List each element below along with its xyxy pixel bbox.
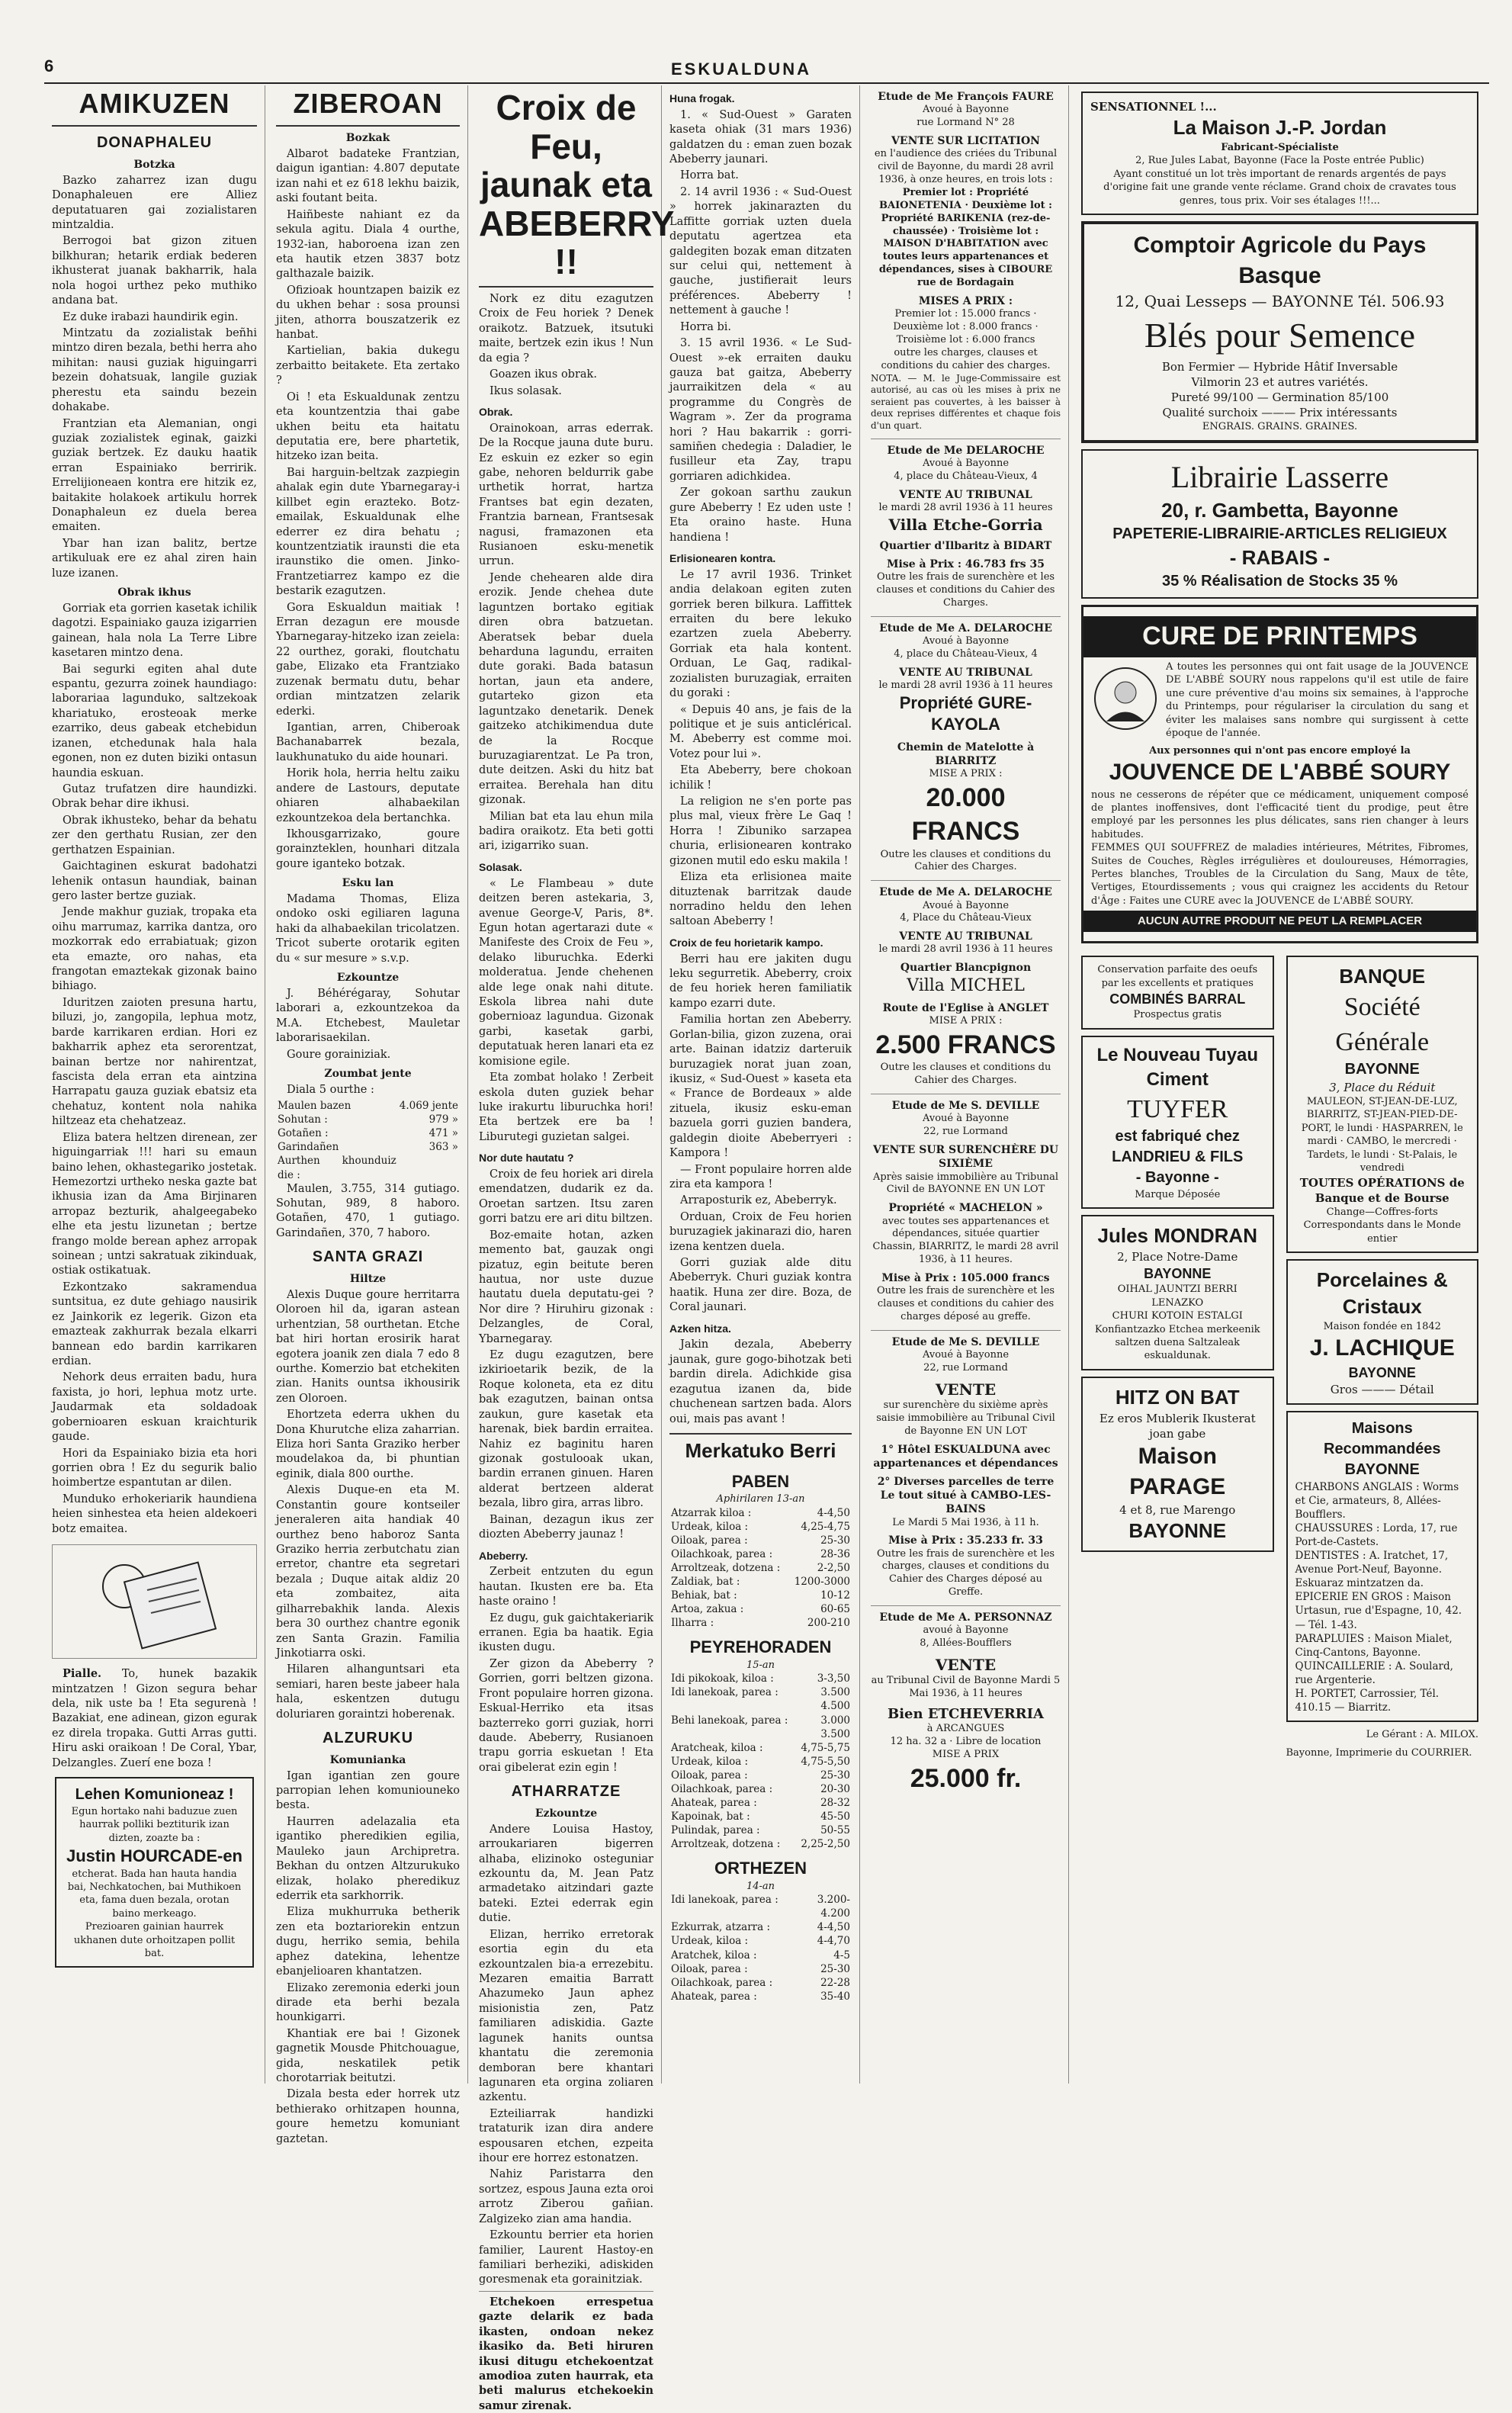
ad-jouvence-abbe-soury: CURE DE PRINTEMPS A toutes les personnes qui ont fait usage de la JOUVENCE DE L'ABBÉ SOURY nous rappelons qu'il est utile de faire une cure préventive d'au moins six semaines, à l'approche du Printemps, pour régulariser la circulation du sang et éviter les malaises sans nombre qui surgissent à cette époque de l'année. Aux personnes qui n'ont pas encore employé la JOUVENCE DE L'ABBÉ SOURY nous ne cesserons de répéter que ce médicament, uniquement composé de plantes inoffensives, dont l'efficacité tient du prodige, peut être employé par les personnes les plus délicates, sans rien changer à leurs habitudes. FEMMES QUI SOUFFREZ de maladies intérieures, Métrites, Fibromes, Suites de Couches, Règles irrégulières et douloureuses, Hémorragies, Pertes blanches, Troubles de la Circulation du Sang, Maux de tête, Vertiges, Etourdissements ; vous qui craignez les accidents du Retour d'Âge : Faites une CURE avec la JOUVENCE de L'ABBÉ SOURY. AUCUN AUTRE PRODUIT NE PEUT LA REMPLACER: [1081, 605, 1478, 943]
list-item: DENTISTES : A. Iratchet, 17, Avenue Port-Neuf, Bayonne. Eskuaraz mintzatzen da.: [1295, 1550, 1449, 1590]
article-subtitle: Bozkak: [345, 132, 390, 145]
paragraph: Gorriak eta gorrien kasetak ichilik dagotzi. Espainiako gauza izigarrien gainean, hala nola La Terre Libre kasetaren mintzo dena.: [52, 602, 257, 660]
paragraph: Andere Louisa Hastoy, arroukariaren bigerren alhaba, elizinoko osteguniar ezkountu da, M. Jean Patz armadetako aitzindari gazte bateki. Eztei ederrak egin dutie.: [479, 1823, 653, 1925]
legal-notice: Etude de Me A. DELAROCHE Avoué à Bayonne 4, Place du Château-Vieux VENTE AU TRIBUNAL le mardi 28 avril 1936 à 11 heures Quartier Blancpignon Villa MICHEL Route de l'Eglise à ANGLET MISE A PRIX : 2.500 FRANCS Outre les clauses et conditions du Cahier des Charges.: [871, 885, 1061, 1094]
legal-notice: Etude de Me A. DELAROCHE Avoué à Bayonne 4, place du Château-Vieux, 4 VENTE AU TRIBUNAL le mardi 28 avril 1936 à 11 heures Propriété GURE-KAYOLA Chemin de Matelotte à BIARRITZ MISE A PRIX : 20.000 FRANCS Outre les clauses et conditions du Cahier des Charges.: [871, 622, 1061, 882]
paragraph: 2. 14 avril 1936 : « Sud-Ouest » horrek jakinarazten du Laffitte gorriak uzten duela deputatu agertzea eta galdegiten bozak eman ditzaten sur celui qui, nettement à gauche, justifierait leurs préférences. Abeberry ! nettement à gauche !: [669, 185, 852, 317]
paragraph: Boz-emaite hotan, azken memento bat, gauzak ongi pizatuz, egin beitute beren hautua, nor uste duzue hautatu duela deputatu-gei ? Nor dire ? Hiruhiru gizonak : Delzangles, de Coral, Ybarnegaray.: [479, 1229, 653, 1345]
market-town: ORTHEZEN: [714, 1859, 807, 1878]
ad-societe-generale: BANQUE Société Générale BAYONNE 3, Place du Réduit MAULEON, ST-JEAN-DE-LUZ, BIARRITZ, ST-JEAN-PIED-DE-PORT, le lundi · HASPARREN, le mardi · CAMBO, le mercredi · Tardets, le lundi · St-Palais, le vendredi TOUTES OPÉRATIONS de Banque et de Bourse Change—Coffres-forts Correspondants dans le Monde entier: [1286, 956, 1479, 1253]
paragraph: Jende makhur guziak, tropaka eta oihu marrumaz, karrika dantza, oro mozkorrak edo errabiatuak; gizon eta emazte, oro nahas, eta frangotan emaztekak gizonak baino bihiago.: [52, 906, 257, 993]
cartoon-illustration: [52, 1544, 257, 1659]
paragraph: Bainan, dezagun ikus zer diozten Abeberry jaunaz !: [479, 1513, 653, 1541]
column-amikuzen: [44, 85, 265, 2084]
table-row: Aratchek, kiloa : 4-5: [671, 1949, 850, 1962]
article-subtitle: Solasak.: [479, 860, 522, 873]
section-title: AMIKUZEN: [52, 85, 257, 127]
ad-text: Prezioaren gainian haurrek ukhanen dute orhoitzapen pollit bat.: [73, 1921, 236, 1959]
ad-comptoir-agricole: Comptoir Agricole du Pays Basque 12, Quai Lesseps — BAYONNE Tél. 506.93 Blés pour Semence Bon Fermier — Hybride Hâtif Inversable Vilmorin 23 et autres variétés. Pureté 99/100 — Germination 85/100 Qualité surchoix ——— Prix intéressants ENGRAIS. GRAINS. GRAINES.: [1081, 221, 1478, 443]
article-subtitle: Abeberry.: [479, 1549, 528, 1562]
ad-combines-barral: Conservation parfaite des oeufs par les excellents et pratiques COMBINÉS BARRAL Prospectus gratis: [1081, 956, 1274, 1029]
article-subtitle: Croix de feu horietarik kampo.: [669, 936, 823, 949]
paragraph: Eliza batera heltzen direnean, zer higuingarriak !!! hari su emaun baino lehen, okhastegariko jostetak. Hemezortzi urtheko neska gazte bat ikhusia izan da Ama Birjinaren arropaz bezturik, ahalgeegabeko elhe eta jestu lizunetan ; bertze frango molde berean aphez arropak soinean ; untzi sakratuak zikinduak, ostiak ostikatuak.: [52, 1131, 257, 1277]
paragraph: Haurren adelazalia eta igantiko pheredikien egilia, Mauleko jaun Archipretra. Bekhan du ontzen Altzurukuko elizak, holako pheredikuz ederrik eta sarkhorrik.: [276, 1815, 460, 1902]
market-town: PABEN: [731, 1471, 790, 1491]
paragraph: Diala 5 ourthe :: [287, 1083, 374, 1096]
paragraph: Zer gokoan sarthu zaukun gure Abeberry ! Ez uden uste ! Eta oraino haste. Huna handiena !: [669, 487, 852, 544]
section-title: ZIBEROAN: [276, 85, 460, 127]
market-town: PEYREHORADEN: [689, 1637, 832, 1657]
paragraph: Ofizioak hountzapen baizik ez du ukhen behar : sosa prounsi jiten, athorra bouszatzerik ez hanbat.: [276, 284, 460, 342]
gerant-signature: Le Gérant : A. MILOX.: [1366, 1729, 1478, 1741]
paragraph: Kartielian, bakia dukegu zerbaitto beitakete. Eta zertako ?: [276, 345, 460, 387]
printer-credit: Bayonne, Imprimerie du COURRIER.: [1286, 1746, 1472, 1759]
column-legal-notices: [863, 85, 1069, 2084]
paragraph: Zerbeit entzuten du egun hautan. Ikusten ere ba. Eta haste oraino !: [479, 1566, 653, 1608]
paragraph: Ehortzeta ederra ukhen du Dona Khurutche eliza zaharrian. Eliza hori Santa Graziko herber moudelakoa da, bi phuntian eginik, diala 800 ourthe.: [276, 1409, 460, 1480]
page-number: 6: [44, 56, 54, 76]
paragraph: Gutaz trufatzen dire haundizki. Obrak behar dire ikhusi.: [52, 782, 257, 811]
ad-text: etcherat. Bada han hauta handia bai, Nechkatochen, bai Muthikoen eta, fama duen bezala, orotan baino merkeago.: [67, 1868, 242, 1920]
table-row: Aratcheak, kiloa : 4,75-5,75: [671, 1741, 850, 1754]
newspaper-reader-icon: [79, 1548, 231, 1655]
paragraph: La religion ne s'en porte pas plus mal, vieux frère Le Gaq ! Horra ! Zibuniko sarzapea churia, erlisionearen kontrako gizonen mutil edo esku makila !: [669, 795, 852, 867]
paragraph: Alexis Duque-en eta M. Constantin goure kontseiler jeneraleren aita handiak 40 ourthez beno haboroz Santa Graziko herria zerbutchatu zian erretor, chantre eta segretari bezala ; Duque aitak aldiz 20 eta zombaitez, aita gilharrebakhik landa. Alexis bera 30 ourthez chantre egonik zen Santa Grazin. Familia Jinkotiarra oski.: [276, 1484, 460, 1660]
table-row: Arroltzeak, dotzena : 2,25-2,50: [671, 1838, 850, 1851]
table-row: Idi pikokoak, kiloa : 3-3,50: [671, 1672, 850, 1685]
paragraph: Igan igantian zen goure parropian lehen komuniouneko besta.: [276, 1769, 460, 1812]
paragraph: Gaichtaginen eskurat badohatzi lehenik ontasun haundiak, bainan gero laster bertze guziak.: [52, 860, 257, 902]
table-row: Oiloak, parea : 25-30: [671, 1534, 850, 1547]
paragraph: Ikus solasak.: [490, 384, 562, 397]
newspaper-name: ESKUALDUNA: [671, 59, 811, 79]
table-row: Aurthen khounduiz die :: [278, 1155, 396, 1181]
paragraph: Elizan, herriko erretorak esortia egin du eta ezkountzalen bia-a errezebitu. Mezaren emaitia Barratt Ahazumeko Jaun aphez misionistia zen, Patz familiaren adiskidia. Gazte lagunek hanits ountsa khantatu die zeremonia demboran bere khantari lagunaren eta orgina zoliaren azkentu.: [479, 1928, 653, 2104]
article-subtitle: Ezkountze: [336, 972, 400, 985]
list-item: QUINCAILLERIE : A. Soulard, rue Argenterie.: [1295, 1660, 1453, 1686]
ad-hitz-on-bat: HITZ ON BAT Ez eros Mublerik Ikusterat joan gabe Maison PARAGE 4 et 8, rue Marengo BAYONNE: [1081, 1377, 1274, 1552]
legal-notice: Etude de Me S. DEVILLE Avoué à Bayonne 22, rue Lormand VENTE SUR SURENCHÈRE DU SIXIÈME Après saisie immobilière au Tribunal Civil de BAYONNE EN UN LOT Propriété « MACHELON » avec toutes ses appartenances et dépendances, située quartier Chassin, BIARRITZ, le mardi 28 avril 1936, à 11 heures. Mise à Prix : 105.000 francs Outre les frais de surenchère et les clauses et conditions du cahier des charges déposé au greffe.: [871, 1099, 1061, 1331]
paragraph: Orainokoan, arras ederrak. De la Rocque jauna dute buru. Ez eskuin ez ezker so egin gabe, nehoren beldurrik gabe urthetik horrat, hartza Frantses bat egin dezaten, Frantzia barnean, Frantsesak nagusi, framazonen eta Rusianoen esku-menetik urrun.: [479, 422, 653, 568]
masthead: [0, 52, 1512, 82]
market-date: 14-an: [746, 1880, 775, 1892]
table-row: Oilachkoak, parea : 20-30: [671, 1782, 850, 1795]
table-row: Pulindak, parea : 50-55: [671, 1824, 850, 1837]
paragraph: Bazko zaharrez izan dugu Donaphaleuen ere Alliez deputatuaren gai zozialistaren mintzaldia.: [52, 174, 257, 232]
paragraph: Jakin dezala, Abeberry jaunak, gure gogo-bihotzak beti bardin direla. Adichkide gisa ezagutua izanen da, bide chuchenean sartzen bada. Alors oui, mais pas avant !: [669, 1338, 852, 1425]
paragraph: Orduan, Croix de Feu horien buruzagiek jakinarazi dio, haren izena kentzen duela.: [669, 1210, 852, 1253]
article-subtitle: Obrak ikhus: [117, 586, 191, 599]
article-subtitle: Hiltze: [349, 1273, 387, 1286]
paragraph: Ezkountu berrier eta horien familier, Laurent Hastoy-en familiari berheziki, adiskiden goresmenak eta gorainitziak.: [479, 2229, 653, 2286]
paragraph: Ez dugu ezagutzen, bere izkirioetarik bezik, de la Roque koloneta, eta ez ditu bak ezagutzen, bainan ontsa zaukun, gure kasetak eta harenak, biek bardin erraitea. Nahiz ez baginitu haren gizonak gostulooak ukan, bardin erranen ginuen. Haren alderat bertzeen alderat bezala, libro gira, arras libro.: [479, 1349, 653, 1510]
list-item: H. PORTET, Carrossier, Tél. 410.15 — Biarritz.: [1295, 1687, 1440, 1714]
article-subtitle: Esku lan: [342, 877, 394, 890]
legal-notice: Etude de Me DELAROCHE Avoué à Bayonne 4, place du Château-Vieux, 4 VENTE AU TRIBUNAL le mardi 28 avril 1936 à 11 heures Villa Etche-Gorria Quartier d'Ilbaritz à BIDART Mise à Prix : 46.783 frs 35 Outre les frais de surenchère et les clauses et conditions du Cahier des Charges.: [871, 444, 1061, 617]
article-subtitle: Botzka: [133, 159, 175, 172]
paragraph: Dizala besta eder horrek utz bethierako orhitzapen hounna, goure hemetzu komuniant gaztetan.: [276, 2088, 460, 2145]
paragraph: Goazen ikus obrak.: [490, 368, 597, 381]
paragraph: Horik hola, herria heltu zaiku andere de Lastours, deputate ohiaren alhabaekilan ezkountzekoa dela bertanchka.: [276, 767, 460, 824]
paragraph: Iduritzen zaioten presuna hartu, biluzi, jo, zangopila, lephua motz, barde karrikaren erdian. Hori ez bakharrik aphez eta serorentzat, bainan bertze nor nahirentzat, fascista dela erran eta aintzina Harrapatu gauza guziak ebatsiz eta chehatuz, kontent nola nahika hiltzeaz eta chehatzeaz.: [52, 996, 257, 1128]
paragraph: Albarot badateke Frantzian, daigun igantian: 4.807 deputate izan nahi et ez 618 lekhu baizik, aski foutant beita.: [276, 147, 460, 205]
table-row: Maulen bazen 4.069 jente: [278, 1100, 458, 1113]
table-row: Oiloak, parea : 25-30: [671, 1769, 850, 1782]
ad-lachique: Porcelaines & Cristaux Maison fondée en 1842 J. LACHIQUE BAYONNE Gros ——— Détail: [1286, 1259, 1479, 1405]
paragraph: Eta Abeberry, bere chokoan ichilik !: [669, 764, 852, 792]
paragraph: « Le Flambeau » dute deitzen beren astekaria, 3, avenue George-V, Paris, 8*. Egun hotan agertarazi dute « Manifeste des Croix de Feu », delako liburuchka. Ederki molderatua. Jende chehenen alde lege onak nahi ditute. Eskola librea nahi dute gobernioaz lagundua. Gizonak garbi, kasetak garbi, deputatuak heren lanari eta ez komisione egile.: [479, 877, 653, 1068]
article-subtitle: Obrak.: [479, 405, 513, 418]
paragraph: Frantzian eta Alemanian, ongi guziak zozialistek eginak, gaizki guziak bertzek. Ez dauku haatik erran Espainiako berririk. Errelijioneaen kontra ere hitzik ez, baitakite holakoek artikulu horrek Donaphaleun ez duela berea emaiten.: [52, 417, 257, 534]
paragraph: Eliza eta erlisionea maite dituztenak barritzak daude norradino heldu den lehen saltoan Abeberry !: [669, 871, 852, 928]
paragraph: Horra bat.: [680, 169, 739, 182]
ad-librairie-lasserre: Librairie Lasserre 20, r. Gambetta, Bayonne PAPETERIE-LIBRAIRIE-ARTICLES RELIGIEUX - RABAIS - 35 % Réalisation de Stocks 35 %: [1081, 449, 1478, 599]
paragraph: 1. « Sud-Ouest » Garaten kaseta ohiak (31 mars 1936) galdatzen du : eman zuen bozak Abeberry jaunari.: [669, 108, 852, 166]
ad-tuyfer: Le Nouveau Tuyau Ciment TUYFER est fabriqué chez LANDRIEU & FILS - Bayonne - Marque Déposée: [1081, 1036, 1274, 1210]
ad-title: Lehen Komunioneaz !: [75, 1786, 234, 1804]
table-row: Idi lanekoak, parea : 3.200-: [671, 1894, 850, 1907]
column-advertisements: [1071, 85, 1489, 2084]
article-subtitle: Zoumbat jente: [324, 1067, 412, 1080]
paragraph: Gora Eskualdun maitiak ! Erran dezagun ere mousde Ybarnegaray-hitzeko izan zeiela: 22 ourthez, goraki, floutchatu gabe, Elizako eta Frantziako zuzenak bermatu dutu, behar ordian mintzatzen zelarik ederki.: [276, 601, 460, 718]
paragraph: Goure gorainiziak.: [287, 1048, 391, 1061]
market-date: Aphirilaren 13-an: [716, 1493, 805, 1505]
table-row: Urdeak, kiloa : 4,25-4,75: [671, 1520, 850, 1533]
article-title: ALZURUKU: [322, 1730, 414, 1747]
paragraph: Khantiak ere bai ! Gizonek gagnetik Mousde Phitchouague, gida, neskatilek petik chorotarriak beitutzi.: [276, 2027, 460, 2085]
paragraph: Horra bi.: [680, 320, 732, 333]
market-table: [669, 1672, 852, 1851]
paragraph: « Depuis 40 ans, je fais de la politique et je suis anticlérical. M. Abeberry est comme moi. Votez pour lui ».: [669, 703, 852, 760]
abbe-portrait-icon: [1091, 660, 1160, 744]
article-title: DONAPHALEU: [96, 134, 213, 152]
paragraph: Ezteiliarrak handizki trataturik izan dira andere espousaren etchen, ezpeita ihour ere horrez estonatzen.: [479, 2107, 653, 2165]
legal-notice: Etude de Me François FAURE Avoué à Bayonne rue Lormand N° 28 VENTE SUR LICITATION en l'audience des criées du Tribunal civil de Bayonne, du mardi 28 avril 1936, à onze heures, en trois lots : Premier lot : Propriété BAIONETENIA · Deuxième lot : Propriété BARIKENIA (rez-de-chaussée) · Troisième lot : MAISON D'HABITATION avec toutes leurs appartenances et dépendances, sises à CIBOURE rue de Bordagain MISES A PRIX : Premier lot : 15.000 francs · Deuxième lot : 8.000 francs · Troisième lot : 6.000 francs outre les charges, clauses et conditions du cahier des charges. NOTA. — M. le Juge-Commissaire est autorisé, au cas où les mises à prix ne seraient pas couvertes, à les baisser à deux reprises différentes et chaque fois d'un quart.: [871, 90, 1061, 439]
table-row: Behiak, bat : 10-12: [671, 1589, 850, 1602]
ad-name: Justin HOURCADE-en: [66, 1846, 242, 1866]
paragraph: Munduko erhokeriarik haundiena heien sinhestea eta heien aldekoeri botz emaitea.: [52, 1492, 257, 1535]
table-row: Kapoinak, bat : 45-50: [671, 1811, 850, 1823]
table-row: Oilachkoak, parea : 28-36: [671, 1547, 850, 1560]
paragraph: Berri hau ere jakiten dugu leku segurretik. Abeberry, croix de feu horiek heren familiatik kampo ezarri dute.: [669, 953, 852, 1010]
table-row: Urdeak, kiloa : 4,75-5,50: [671, 1755, 850, 1768]
article-subtitle: Komunianka: [329, 1753, 406, 1766]
paragraph: Bai harguin-beltzak zazpiegin ahalak egin dute Ybarnegaray-i killbet egin erazteko. Botz-emailak, Eskualdunak elhe ederrer ez dira behatu ; kountzentziatik iraunsti die eta iraunstiko die omen. Jinko-Frantzetiarrez kampo ez die bestarik ezagutzen.: [276, 466, 460, 598]
paragraph: Nahiz Paristarra den sortzez, espous Jauna ezta oroi arrotz Ziberou gañian. Zalgizeko zian ama handia.: [479, 2168, 653, 2225]
column-proofs-and-market: [662, 85, 860, 2084]
article-subtitle: Ezkountze: [534, 1807, 598, 1820]
table-row: Sohutan : 979 »: [278, 1113, 458, 1126]
paragraph: Oi ! eta Eskualdunak zentzu eta kountzentzia thai gabe ukhen beitu eta haitatu deputatia ere, bere phartetik, hitzeko izan beita.: [276, 390, 460, 463]
ad-row: [1078, 949, 1482, 1764]
ad-text: Egun hortako nahi baduzue zuen haurrak polliki beztiturik izan dizten, zoazte ba :: [71, 1805, 238, 1844]
article-title: SANTA GRAZI: [312, 1248, 424, 1266]
paragraph: Alexis Duque goure herritarra Oloroen hil da, igaran astean urhentzian, 58 ourthetan. Etche bat hiri hortan erosirik harat egotera joanik zen diala 7 edo 8 ourthe. Komerzio bat etchekiten zian. Hanits ountsa ikhousirik zen Oloroen.: [276, 1288, 460, 1405]
paragraph: Ybar han izan balitz, bertze artikuluak ere ez ahal ziren hain luze izanen.: [52, 537, 257, 580]
headline: Croix de Feu, jaunak eta ABEBERRY !!: [479, 85, 653, 288]
article-subtitle: Nor dute hautatu ?: [479, 1152, 574, 1165]
table-row: Oilachkoak, parea : 22-28: [671, 1976, 850, 1989]
table-row: Idi lanekoak, parea : 3.500: [671, 1686, 850, 1699]
masthead-rule: [44, 82, 1489, 84]
ad-hourcade: [55, 1777, 254, 1968]
table-row: Garindañen 363 »: [278, 1141, 458, 1154]
article-subtitle: Erlisionearen kontra.: [669, 551, 776, 564]
table-row: Behi lanekoak, parea : 3.000: [671, 1714, 850, 1727]
paragraph: Jende chehearen alde dira erozik. Jende chehea dute laguntzen bortako egitiak diren obra batzuetan. Aberatsek bebar duela beharduna lagundu, erraiten dute goraki. Bada batasun hortan, jaun eta andere, gutarteko gizon eta laguntzako denetarik. Denek gaitzeko atchikimendua dute de la Rocque buruzagiarentzat. Le Pa tron, dute deitzen. Aski du hitz bat erraitea. Berehala han ditu gizonak.: [479, 571, 653, 807]
paragraph: Haiñbeste nahiant ez da sekula agitu. Diala 4 ourthe, 1932-ian, haboroena izan zen eta hautik etzen 3837 botz galthazale baizik.: [276, 208, 460, 281]
paragraph: Nehork deus erraiten badu, hura faxista, jo hori, lephua motz urte. Jaudarmak eta soldadoak gobernioaren eskuan kraichturik gaude.: [52, 1371, 257, 1444]
paragraph: Ikhousgarrizako, goure gorainzteklen, hounhari ditzala goure iganteko botzak.: [276, 827, 460, 870]
paragraph: Milian bat eta lau ehun mila badira oraikotz. Eta beti gotti ari, izigarriko suan.: [479, 810, 653, 853]
paragraph: Etchekoen errespetua gazte delarik ez bada ikasten, ondoan nekez ikasiko da. Beti hiruren ikusi ditugu etchekoentzat amodioa zuten haurrak, eta beti malurus etchekoekin samur zirenak.: [479, 2291, 653, 2413]
table-row: Oiloak, parea : 25-30: [671, 1962, 850, 1975]
market-date: 15-an: [746, 1659, 775, 1671]
article-title: ATHARRATZE: [511, 1783, 621, 1801]
paragraph: 3. 15 avril 1936. « Le Sud-Ouest »-ek erraiten dauku gauza bat gaitza, Abeberry jaurraikitzen dela « au programme du Congrès de Wagram ». Zer da programa hori ? Hau bakarrik : gorri-samiñen chedegia : Daladier, le fusilleur eta Zay, trapu gorriaren adichkidea.: [669, 337, 852, 483]
list-item: CHARBONS ANGLAIS : Worms et Cie, armateurs, 8, Allées-Boufflers.: [1295, 1480, 1459, 1521]
paragraph: Eta zombat holako ! Zerbeit eskola duten guziek behar luke irakurtu liburuchka hori! Eta bertzek ere ba ! Liburutegi guzietan salgei.: [479, 1072, 653, 1143]
table-row: Atzarrak kiloa : 4-4,50: [671, 1506, 850, 1519]
table-row: Gotañen : 471 »: [278, 1127, 458, 1140]
paragraph: Gorri guziak alde ditu Abeberryk. Churi guziak kontra haatik. Huna zer dire. Boza, de Coral jaunari.: [669, 1257, 852, 1314]
paragraph: Familia hortan zen Abeberry. Gorlan-bilia, gizon zuzena, orai arte. Bainan idatziz darteruik buruzagiek norat juan zoan, ikusiz, « Sud-Ouest » kaseta eta « France de Bordeaux » alde zituela, ikusiz esku-eman bazuela gorri guzien bandera, galdegin dioite Abeberryeri : Kampora !: [669, 1014, 852, 1160]
paragraph: Le 17 avril 1936. Trinket andia delakoan egiten zuten gorriek beren bilkura. Laffittek erraiten du bere lekuko ezartzen zuela Abeberry. Gorriak eta hala kontent. Orduan, Le Gaq, radikal-zozialisten buruzagiak, erraiten du goraki :: [669, 568, 852, 700]
paragraph: Maulen, 3.755, 314 gutiago. Sohutan, 989, 8 haboro. Gotañen, 470, 1 gutiago. Garindañen, 370, 7 haboro.: [276, 1182, 460, 1239]
table-row: Urdeak, kiloa : 4-4,70: [671, 1935, 850, 1948]
paragraph: Berrogoi bat gizon zituen bilkhuran; hetarik erdiak bederen ikhusterat juanak bakharrik, hala nola hogoi urthez peko muthiko andana bat.: [52, 235, 257, 307]
paragraph: — Front populaire horren alde zira eta kampora !: [669, 1163, 852, 1190]
paragraph: Eliza mukhurruka betherik zen eta boztariorekin entzun dugu, herriko semia, behila aphez datekina, lehentze ebanjelioaren khantatzen.: [276, 1906, 460, 1978]
paragraph: Croix de feu horiek ari direla emendatzen, dudarik ez da. Oroetan sartzen. Itsu zaren gorri batzu ere ari ditu biltzen.: [479, 1168, 653, 1226]
ad-jordan: SENSATIONNEL !... La Maison J.-P. Jordan Fabricant-Spécialiste 2, Rue Jules Labat, Bayonne (Face la Poste entrée Public) Ayant constitué un lot très important de renards argentés de pays d'origine fait une grande vente réclame. Grand choix de cravates tous genres, tous prix. Voir ses étalages !!!...: [1081, 92, 1478, 215]
legal-notice: Etude de Me S. DEVILLE Avoué à Bayonne 22, rue Lormand VENTE sur surenchère du sixième après saisie immobilière au Tribunal Civil de Bayonne EN UN LOT 1° Hôtel ESKUALDUNA avec appartenances et dépendances 2° Diverses parcelles de terre Le tout situé à CAMBO-LES-BAINS Le Mardi 5 Mai 1936, à 11 h. Mise à Prix : 35.233 fr. 33 Outre les frais de surenchère et les charges, clauses et conditions du Cahier des Charges déposé au Greffe.: [871, 1335, 1061, 1606]
article-subtitle: Azken hitza.: [669, 1322, 731, 1335]
table-row: 3.500: [820, 1727, 850, 1740]
list-item: CHAUSSURES : Lorda, 17, rue Port-de-Castets.: [1295, 1522, 1458, 1549]
paragraph: Bai segurki egiten ahal dute espantu, gezurra zoinek haundiago: laborariaa lagunduko, saltzekoak khariatuko, erosteoak merke ezarriko, deus gabeak etchebidun izanen, etchedunak hala hala egonen, non ez duten biziki ontasun haundia eskuan.: [52, 663, 257, 779]
paragraph: Ezkontzako sakramendua suntsitua, ez dute gehiago nausirik ez Jainkorik ez legerik. Gizon eta emazteak zakhurrak bezala elkarri bannean edo bardin karrikaren erdian.: [52, 1280, 257, 1368]
paragraph: Ez dugu, guk gaichtakeriarik erranen. Egia ba haatik. Egia ikusten dugu.: [479, 1611, 653, 1654]
paragraph: Igantian, arren, Chiberoak Bachanabarrek bezala, laukhunatuko du aide hounari.: [276, 721, 460, 763]
ad-mondran: Jules MONDRAN 2, Place Notre-Dame BAYONNE OIHAL JAUNTZI BERRI LENAZKO CHURI KOTOIN ESTALGI Konfiantzazko Etchea merkeenik saltzen duena Saltzaleak eskualdunak.: [1081, 1215, 1274, 1370]
paragraph: Hori da Espainiako bizia eta hori gorrien obra ! Ez du segurik balio hoimbertze espantutan ar dilen.: [52, 1447, 257, 1489]
table-row: Arroltzeak, dotzena : 2-2,50: [671, 1562, 850, 1575]
column-croix-de-feu: [471, 85, 675, 2412]
table-row: Ahateak, parea : 35-40: [671, 1990, 850, 2003]
table-row: 4.200: [820, 1907, 850, 1920]
paragraph: J. Béhérégaray, Sohutar laborari a, ezkountzekoa da M.A. Etchebest, Mauletar laborarisaekilan.: [276, 987, 460, 1045]
list-item: PARAPLUIES : Maison Mialet, Cinq-Cantons, Bayonne.: [1295, 1632, 1453, 1659]
market-title: Merkatuko Berri: [669, 1433, 852, 1464]
ad-maisons-recommandees: Maisons Recommandées BAYONNE CHARBONS ANGLAIS : Worms et Cie, armateurs, 8, Allées-Boufflers. CHAUSSURES : Lorda, 17, rue Port-de-Castets. DENTISTES : A. Iratchet, 17, Avenue Port-Neuf, Bayonne. Eskuaraz mintzatzen da. EPICERIE EN GROS : Maison Urtasun, rue d'Espagne, 10, 42. — Tél. 1-43. PARAPLUIES : Maison Mialet, Cinq-Cantons, Bayonne. QUINCAILLERIE : A. Soulard, rue Argenterie. H. PORTET, Carrossier, Tél. 410.15 — Biarritz.: [1286, 1411, 1479, 1722]
list-item: EPICERIE EN GROS : Maison Urtasun, rue d'Espagne, 10, 42. — Tél. 1-43.: [1295, 1591, 1462, 1631]
table-row: 4.500: [820, 1700, 850, 1713]
paragraph: Zer gizon da Abeberry ? Gorrien, gorri beltzen gizona. Front populaire horren gizona. Eskual-Herriko eta itsas bazterreko gorri guziak, horri daude. Abeberry, Rusianoen trapu gorria eskuetan ! Eta orai gibelerat ezin egin !: [479, 1657, 653, 1774]
population-table: [276, 1099, 460, 1181]
legal-notice: Etude de Me A. PERSONNAZ avoué à Bayonne 8, Allées-Boufflers VENTE au Tribunal Civil de Bayonne Mardi 5 Mai 1936, à 11 heures Bien ETCHEVERRIA à ARCANGUES 12 ha. 32 a · Libre de location MISE A PRIX 25.000 fr.: [871, 1611, 1061, 1793]
paragraph: Arraposturik ez, Abeberryk.: [680, 1194, 837, 1207]
paragraph: Pialle. To, hunek bazakik mintzatzen ! Gizon segura behar dela, nik uste ba ! Eta segurenà ! Bazakiat, ene adinean, gizon egurak ez direla tropaka. Gutti Arras gutti. Hiru aski oraikoan ! De Coral, Ybar, Delzangles. Zuerí ene boza !: [52, 1667, 257, 1769]
paragraph: Ez duke irabazi haundirik egin.: [63, 310, 239, 323]
paragraph: Obrak ikhusteko, behar da behatu zer den gerthatu Rusian, zer den gerthatzen Espainian.: [52, 814, 257, 856]
table-row: Zaldiak, bat : 1200-3000: [671, 1576, 850, 1589]
table-row: Ahateak, parea : 28-32: [671, 1797, 850, 1809]
paragraph: Elizako zeremonia ederki joun dirade eta berhi bezala hounkigarri.: [276, 1981, 460, 2024]
market-table: [669, 1893, 852, 2003]
table-row: Artoa, zakua : 60-65: [671, 1603, 850, 1616]
paragraph: Mintzatu da zozialistak beñhi mintzo diren bezala, bethi herra aho mihitan: nausi guziak higuingarri bezein dohatsuak, langile guziak pherestu eta saindu bezein dohakabe.: [52, 327, 257, 414]
table-row: Ezkurrak, atzarra : 4-4,50: [671, 1921, 850, 1934]
market-table: [669, 1506, 852, 1631]
article-subtitle: Huna frogak.: [669, 92, 735, 104]
paragraph: Nork ez ditu ezagutzen Croix de Feu horiek ? Denek oraikotz. Batzuek, itsutuki maite, bertzek ezin ikus ! Nun da egia ?: [479, 292, 653, 365]
column-ziberoan: [268, 85, 468, 2145]
table-row: Ilharra : 200-210: [671, 1617, 850, 1630]
paragraph: Madama Thomas, Eliza ondoko oski egiliaren laguna haki da alhabaekilan tricolatzen. Tricot suberte orotarik egiten du « sur mesure » s.v.p.: [276, 892, 460, 965]
paragraph: Hilaren alhanguntsari eta semiari, haren beste jabeer hala hala, eskentzen dutugu doluriaren goraintzi hoberenak.: [276, 1663, 460, 1721]
